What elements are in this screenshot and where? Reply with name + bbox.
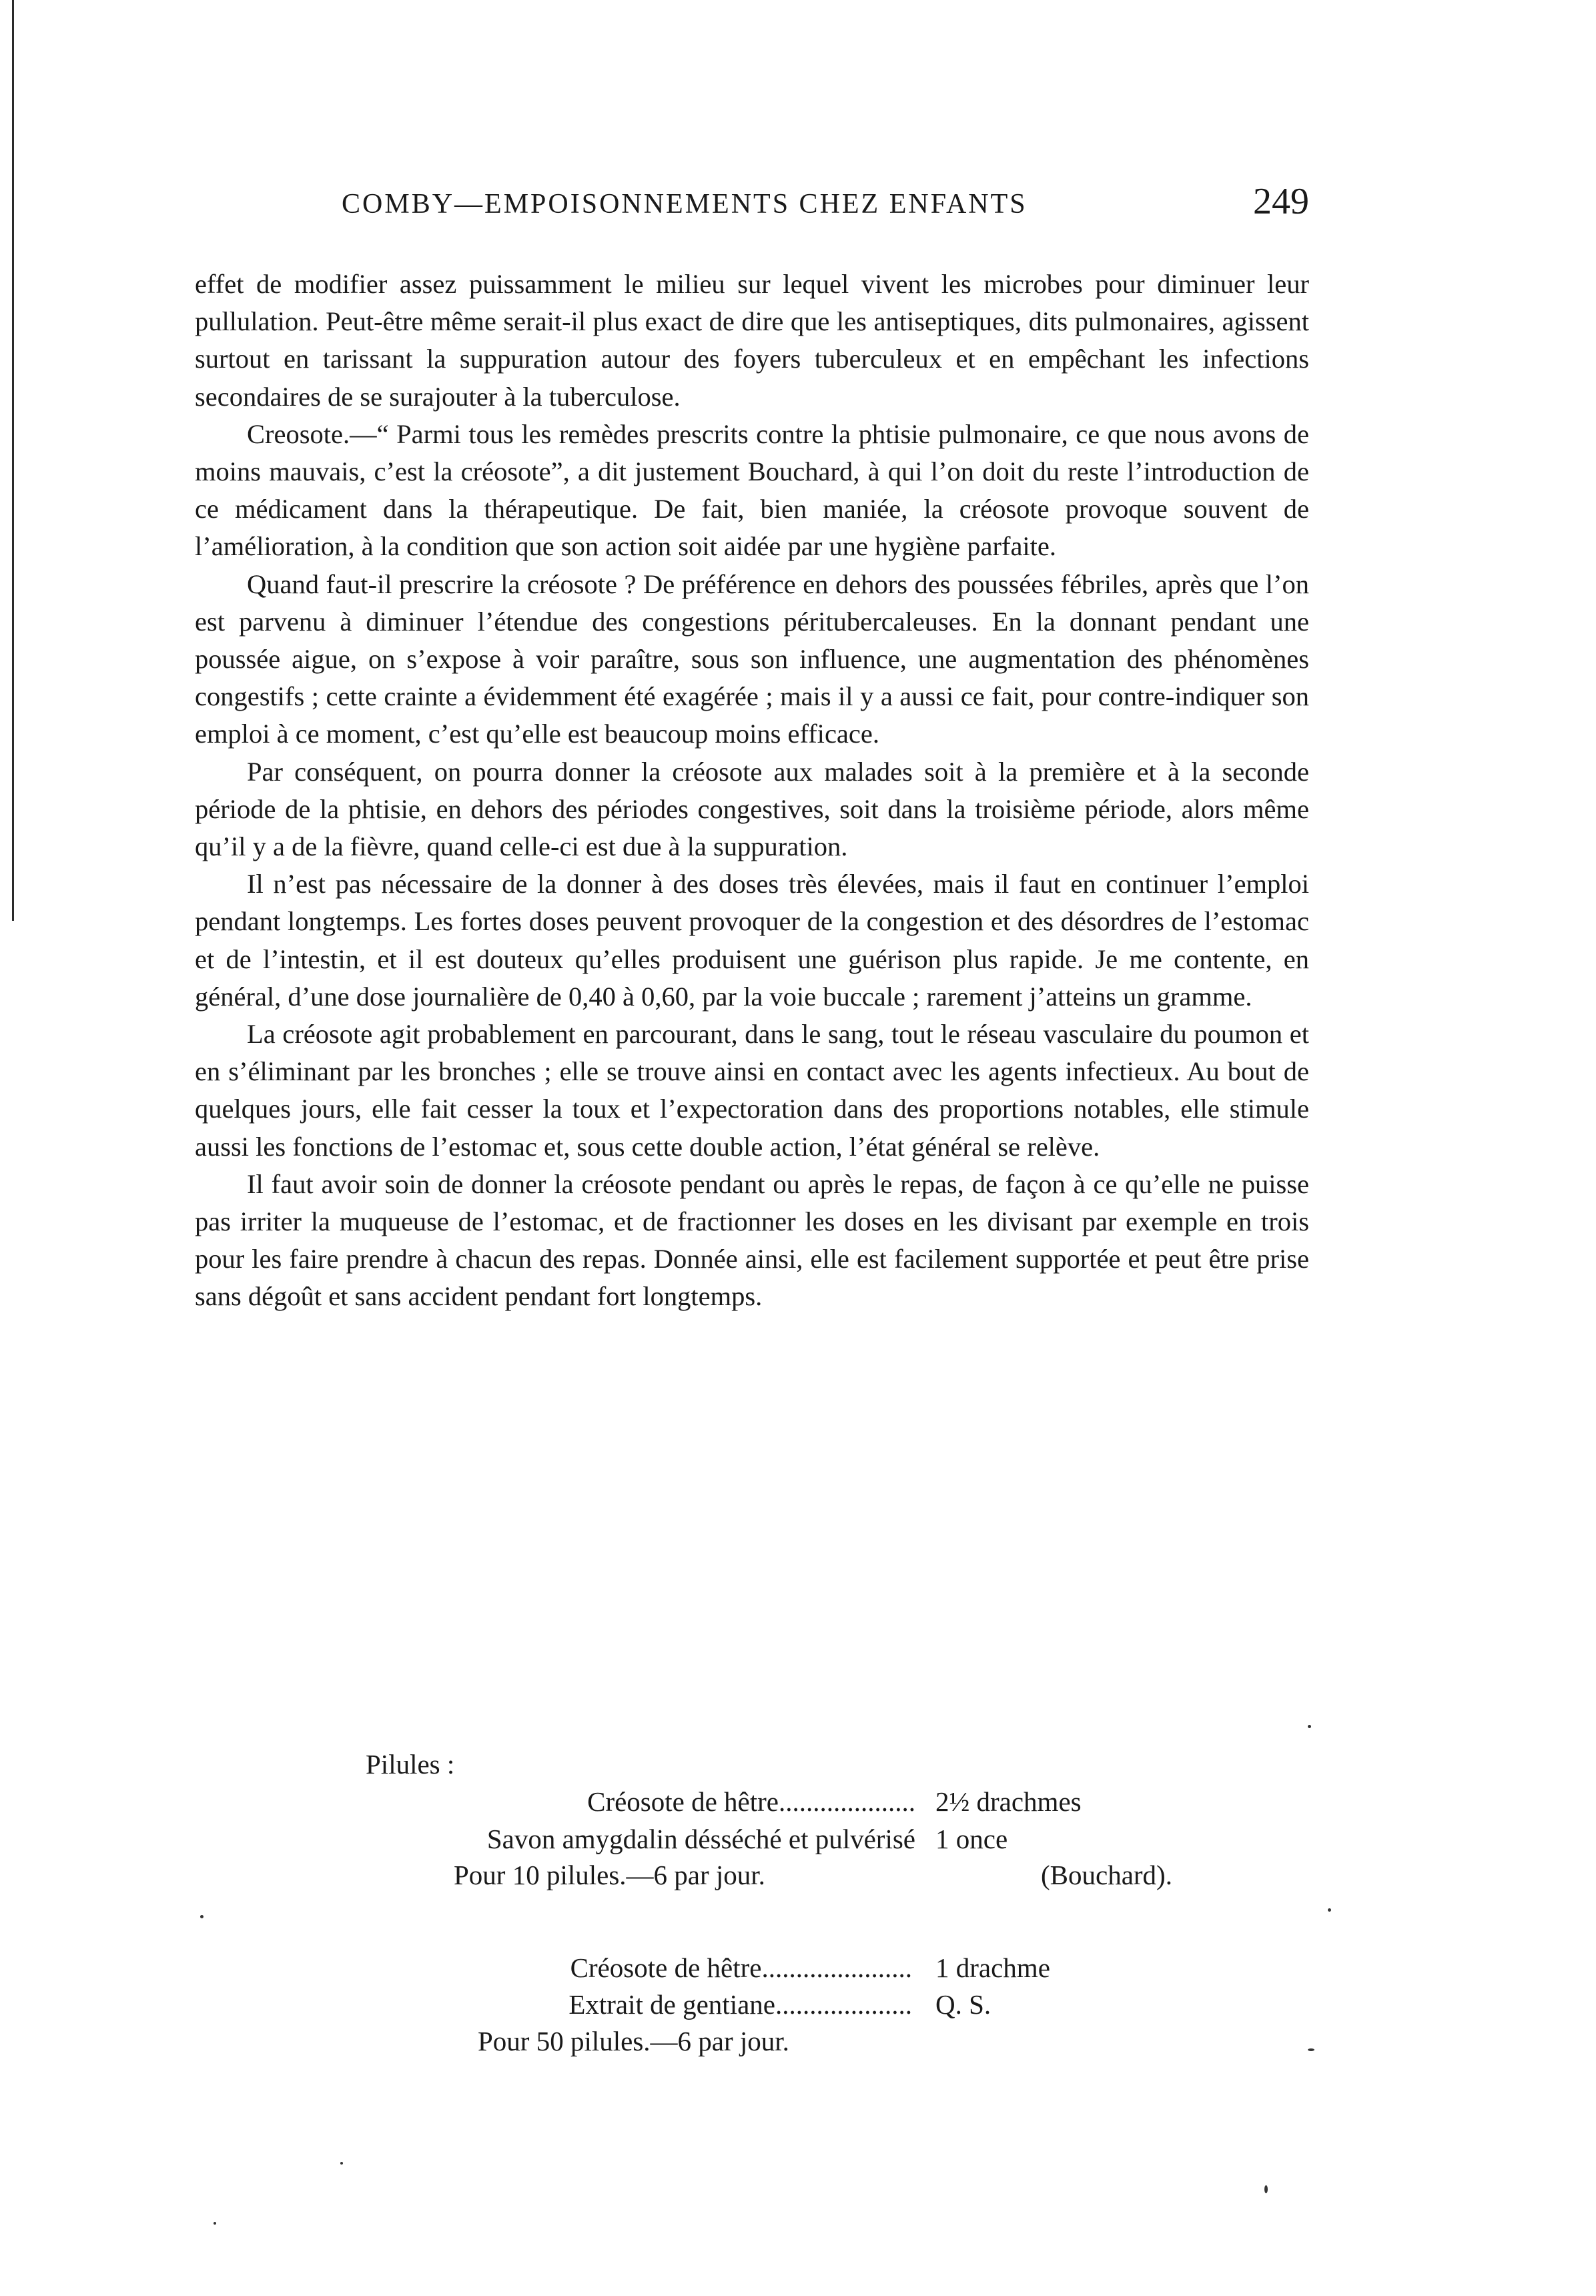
body-text <box>195 266 1309 1316</box>
formula-quantity: 1 drachme <box>935 1952 1050 1983</box>
formula-ingredient: Extrait de gentiane.................... <box>568 1989 912 2020</box>
scan-speck <box>200 1915 204 1918</box>
paragraph: effet de modifier assez puissamment le milieu sur lequel vivent les microbes pour diminuer leur pullulation. Peut-être même serait-il plus exact de dire que les antiseptiques, dits pulmonaires, agissent surtout en tarissant la suppuration autour des foyers tuberculeux et en empêchant les infections secondaires de se surajouter à la tuberculose. <box>195 269 1309 412</box>
running-head: COMBY—EMPOISONNEMENTS CHEZ ENFANTS <box>342 189 1028 220</box>
formula-quantity: Q. S. <box>935 1989 991 2020</box>
formula-dosage-note: Pour 10 pilules.—6 par jour. <box>454 1860 765 1890</box>
prescription-formulas <box>195 1748 1309 2082</box>
scan-speck <box>1308 1725 1311 1728</box>
paragraph: Quand faut-il prescrire la créosote ? De préférence en dehors des poussées fébriles, après que l’on est parvenu à diminuer l’étendue des congestions péritubercaleuses. En la donnant pendant une poussée aigue, on s’expose à voir paraître, sous son influence, une augmentation des phénomènes congestifs ; cette crainte a évidemment été exagérée ; mais il y a aussi ce fait, pour contre-indiquer son emploi à ce moment, c’est qu’elle est beaucoup moins efficace. <box>195 568 1309 749</box>
formula-quantity: 1 once <box>935 1824 1008 1854</box>
scan-speck <box>214 2222 216 2225</box>
scan-speck <box>340 2162 343 2165</box>
formula-dosage-note: Pour 50 pilules.—6 par jour. <box>478 2026 789 2056</box>
paragraph: Creosote.—“ Parmi tous les remèdes prescrits contre la phtisie pulmonaire, ce que nous avons de moins mauvais, c’est la créosote”, a dit justement Bouchard, à qui l’on doit du reste l’introduction de ce médicament dans la thérapeutique. De fait, bien maniée, la créosote provoque souvent de l’amélioration, à la condition que son action soit aidée par une hygiène parfaite. <box>195 418 1309 562</box>
formula-attribution: (Bouchard). <box>1041 1860 1172 1890</box>
scan-speck <box>1328 1908 1331 1912</box>
page-edge-line <box>12 0 14 921</box>
paragraph: Par conséquent, on pourra donner la créosote aux malades soit à la première et à la seconde période de la phtisie, en dehors des périodes congestives, soit dans la troisième période, alors même qu’il y a de la fièvre, quand celle-ci est due à la suppuration. <box>195 756 1309 862</box>
formula-ingredient: Savon amygdalin désséché et pulvérisé <box>486 1824 915 1854</box>
paragraph: Il n’est pas nécessaire de la donner à des doses très élevées, mais il faut en continuer l’emploi pendant longtemps. Les fortes doses peuvent provoquer de la congestion et des désordres de l’estomac et de l’intestin, et il est douteux qu’elles produisent une guérison plus rapide. Je me contente, en général, d’une dose journalière de 0,40 à 0,60, par la voie buccale ; rarement j’atteins un gramme. <box>195 869 1309 1012</box>
formula-ingredient: Créosote de hêtre...................... <box>570 1952 912 1983</box>
paragraph: La créosote agit probablement en parcourant, dans le sang, tout le réseau vasculaire du poumon et en s’éliminant par les bronches ; elle se trouve ainsi en contact avec les agents infectieux. Au bout de quelques jours, elle fait cesser la toux et l’expectoration dans des proportions notables, elle stimule aussi les fonctions de l’estomac et, sous cette double action, l’état général se relève. <box>195 1019 1309 1162</box>
formula-ingredient: Créosote de hêtre.................... <box>587 1786 915 1817</box>
formula-title: Pilules : <box>366 1749 455 1780</box>
paragraph: Il faut avoir soin de donner la créosote pendant ou après le repas, de façon à ce qu’elle ne puisse pas irriter la muqueuse de l’estomac, et de fractionner les doses en les divisant par exemple en trois pour les faire prendre à chacun des repas. Donnée ainsi, elle est facilement supportée et peut être prise sans dégoût et sans accident pendant fort longtemps. <box>195 1168 1309 1312</box>
page-header <box>195 180 1309 227</box>
scan-speck <box>1264 2185 1268 2193</box>
scan-speck <box>1308 2048 1314 2051</box>
formula-quantity: 2½ drachmes <box>935 1786 1082 1817</box>
page-number: 249 <box>1253 181 1309 222</box>
